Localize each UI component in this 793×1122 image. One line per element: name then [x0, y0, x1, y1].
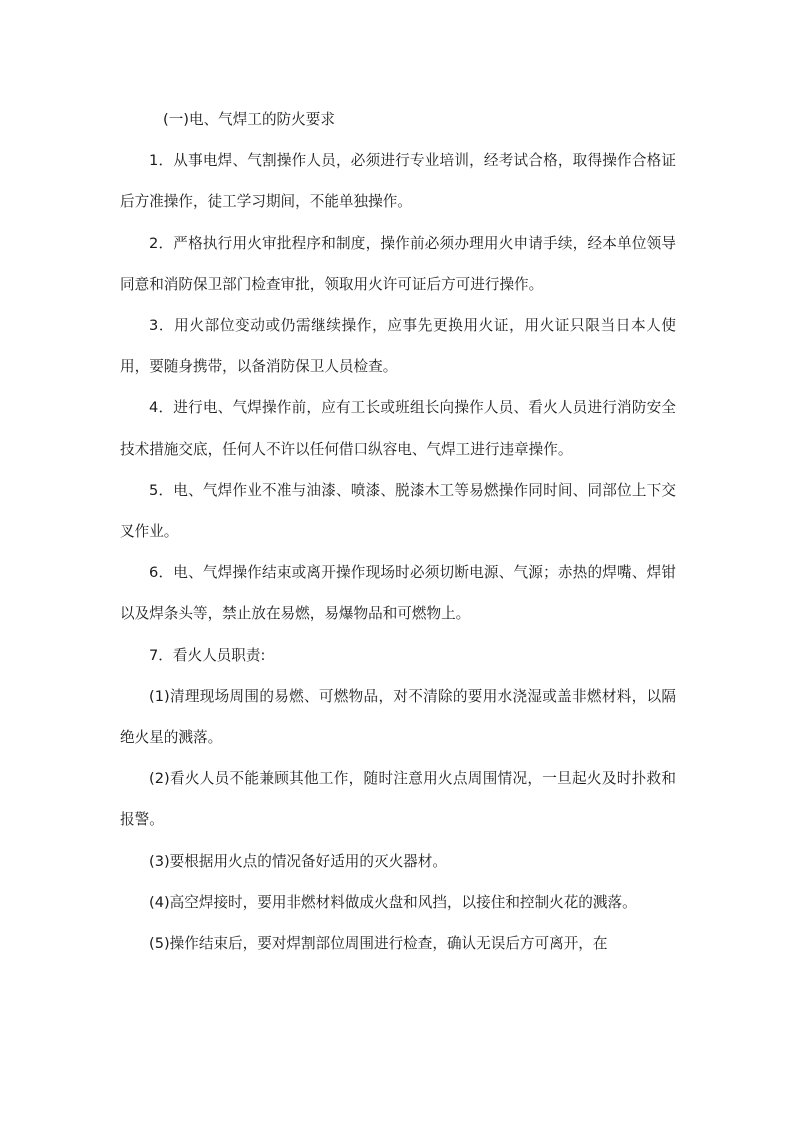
paragraph-item-4: 4．进行电、气焊操作前，应有工长或班组长向操作人员、看火人员进行消防安全技术措施交底，任何人不许以任何借口纵容电、气焊工进行违章操作。 [120, 399, 676, 458]
paragraph-item-2: 2．严格执行用火审批程序和制度，操作前必须办理用火申请手续，经本单位领导同意和消防保卫部门检查审批，领取用火许可证后方可进行操作。 [120, 234, 676, 293]
paragraph-item-1: 1．从事电焊、气割操作人员，必须进行专业培训，经考试合格，取得操作合格证后方准操作，徒工学习期间，不能单独操作。 [120, 152, 676, 211]
duty-item-2: (2)看火人员不能兼顾其他工作，随时注意用火点周围情况，一旦起火及时扑救和报警。 [120, 770, 676, 829]
duty-item-5: (5)操作结束后，要对焊割部位周围进行检查，确认无误后方可离开，在 [149, 935, 608, 953]
paragraph-item-5: 5．电、气焊作业不准与油漆、喷漆、脱漆木工等易燃操作同时间、同部位上下交叉作业。 [120, 481, 676, 541]
paragraph-item-7: 7．看火人员职责: [149, 646, 266, 664]
duty-item-4: (4)高空焊接时，要用非燃材料做成火盘和风挡，以接住和控制火花的溅落。 [149, 893, 637, 911]
duty-item-3: (3)要根据用火点的情况备好适用的灭火器材。 [149, 852, 447, 870]
duty-item-1: (1)清理现场周围的易燃、可燃物品，对不清除的要用水浇湿或盖非燃材料，以隔绝火星的溅落。 [120, 687, 676, 747]
document-body [120, 99, 676, 964]
section-heading: (一)电、气焊工的防火要求 [163, 111, 335, 128]
paragraph-item-6: 6．电、气焊操作结束或离开操作现场时必须切断电源、气源；赤热的焊嘴、焊钳以及焊条头等，禁止放在易燃，易爆物品和可燃物上。 [120, 564, 676, 623]
paragraph-item-3: 3．用火部位变动或仍需继续操作，应事先更换用火证，用火证只限当日本人使用，要随身携带，以备消防保卫人员检查。 [120, 317, 676, 376]
